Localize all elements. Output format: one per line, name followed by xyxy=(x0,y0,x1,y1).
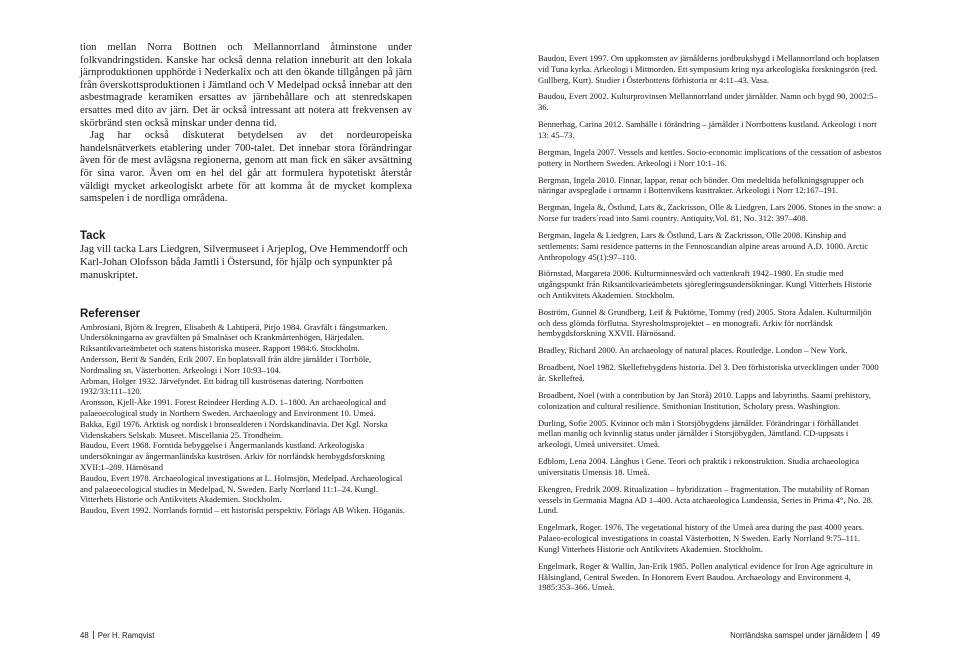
left-column xyxy=(80,42,412,516)
reference-entry: Bakka, Egil 1976. Arktisk og nordisk i bronsealderen i Nordskandinavia. Det Kgl. Norska Videnskabers Selskab. Museet. Miscellania 25. Trondheim. xyxy=(80,418,388,440)
reference-entry: Bradley, Richard 2000. An archaeology of natural places. Routledge. London – New York. xyxy=(538,345,848,356)
acknowledgements-text: Jag vill tacka Lars Liedgren, Silvermuseet i Arjeplog, Ove Hemmendorff och Karl-Johan Olofsson båda Jamtli i Östersund, för hjälp och synpunkter på manuskriptet. xyxy=(80,244,408,281)
reference-entry: Arbman, Holger 1932. Järvefyndet. Ett bidrag till kuströsenas datering. Norrbotten 1932/33:111–120. xyxy=(80,375,364,397)
footer-author: Per H. Ramqvist xyxy=(97,631,155,640)
reference-entry: Aronsson, Kjell-Åke 1991. Forest Reindeer Herding A.D. 1–1800. An archaeological and palaeoecological study in Northern Sweden. Archaeology and Environment 10. Umeå. xyxy=(80,397,386,419)
reference-entry: Baudou, Evert 1997. Om uppkomsten av järnålderns jordbruksbygd i Mellannorrland och boplatsen vid Tuna kyrka. Arkeologi i Mittnorden. Ett symposium kring nya arkeologiska forskningsrön (red. Gullberg, Kurt). Studier i Österbottens förhistoria nr 4:11–43. Vasa. xyxy=(538,53,880,85)
reference-entry: Ekengren, Fredrik 2009. Ritualization – hybridization – fragmentation. The mutability of Roman vessels in Germania Magna AD 1–400. Acta atchaeologica Lundensia, Series in Prima 4°, No. 28. Lund. xyxy=(538,483,874,516)
reference-entry: Bergman, Ingela &, Östlund, Lars &, Zackrisson, Olle & Liedgren, Lars 2006. Stones in the snow: a Norse fur traders´road into Sami country. Antiquity,Vol. 81, No. 312: 397–408. xyxy=(538,202,882,224)
right-column xyxy=(538,53,882,599)
right-page xyxy=(480,0,960,670)
reference-entry: Broadbent, Noel 1982. Skelleftebygdens historia. Del 3. Den förhistoriska utvecklingen under 7000 år. Skellefteå. xyxy=(538,362,879,384)
reference-entry: Boström, Gunnel & Grundberg, Leif & Puktörne, Tommy (red) 2005. Stora Ådalen. Kulturmiljön och dess glömda förflutna. Styresholmsprojektet – en monografi. Arkiv för norrländsk hembygdsforskning XXVII. Härnösand. xyxy=(538,306,872,339)
reference-entry: Bergman, Ingela & Liedgren, Lars & Östlund, Lars & Zackrisson, Olle 2008. Kinship and settlements: Sami residence patterns in the Fennoscandian alpine areas around A.D. 1000. Arctic Anthropology 45(1):97–110. xyxy=(538,229,869,262)
reference-entry: Biörnstad, Margareta 2006. Kulturminnesvård och vattenkraft 1942–1980. En studie med utgångspunkt från Riksantikvarieämbetets sjöregleringsundersökningar. Kungl Vitterhets Historie och Antikvitets Akademien. Stockholm. xyxy=(538,268,872,300)
running-title: Norrländska samspel under järnåldern xyxy=(730,631,863,640)
footer-divider xyxy=(93,631,94,639)
reference-entry: Durling, Sofie 2005. Kvinnor och män i Storsjöbygdens järnålder. Förändringar i förhållandet mellan manlig och kvinnlig status under järnålder i Storsjöbygden, Jämtland. CD-uppsats i arkeologi, Umeå universitet. Umeå. xyxy=(538,417,859,450)
page-number: 48 xyxy=(80,631,89,640)
reference-entry: Broadbent, Noel (with a contribution by Jan Storå) 2010. Lapps and labyrinths. Saami prehistory, colonization and cultural resilience. Smithonian Institution, Scholary press. Washington. xyxy=(538,389,871,411)
reference-entry: Bergman, Ingela 2010. Finnar, lappar, renar och bönder. Om medeltida befolkningsgrupper och näringar avspeglade i ortnamn i Bottenvikens kusttrakter. Arkeologi i Norr 12:167–191. xyxy=(538,174,864,196)
reference-entry: Ambrosiani, Björn & Iregren, Elisabeth & Lahtiperä, Pirjo 1984. Gravfält i fångstmarken. Undersökningarna av gravfälten på Smalnäset och Krankmårtenhögen, Härjedalen. Riksantikvarieämbetet och statens historiska museer. Rapport 1984:6. Stockholm. xyxy=(80,321,388,354)
body-paragraph: tion mellan Norra Bottnen och Mellannorrland åtminstone under folkvandringstiden. Kanske har också denna relation inneburit att den lokala järnproduktionen upphörde i Nederkalix och att den ökande tillgången på järn från överskottsproduktionen i Jämtland och V Medelpad också innebar att den asbestmagrade keramiken ersattes av järnbehållare och att stenredskapen ersattes med dito av järn. Det är också intressant att notera att frekvensen av skörbränd sten också minskar under denna tid. xyxy=(80,42,412,129)
right-footer xyxy=(730,631,880,640)
reference-entry: Engelmark, Roger. 1976. The vegetational history of the Umeå area during the past 4000 years. Palaeo-ecological investigations in coastal Västerbotten, N Sweden. Early Norrland 9:75–111. Kungl Vitterhets Historie och Antikvitets Akademien. Stockholm. xyxy=(538,522,864,554)
acknowledgements-heading: Tack xyxy=(80,229,106,242)
reference-entry: Baudou, Evert 2002. Kulturprovinsen Mellannorrland under järnålder. Namn och bygd 90, 2002:5–36. xyxy=(538,91,878,113)
footer-divider xyxy=(866,631,867,639)
reference-entry: Baudou, Evert 1978. Archaeological investigations at L. Holmsjön, Medelpad. Archaeological and palaeoecological studies in Medelpad, N. Sweden. Early Norrland 11:1–24. Kungl. Vitterhets Historie och Antikvitets Akademien. Stockholm. xyxy=(80,472,403,505)
reference-entry: Baudou, Evert 1968. Forntida bebyggelse i Ångermanlands kustland. Arkeologiska undersökningar av ångermanländska kuströsen. Arkiv för norrländsk hembygdsforskning XVII:1–209. Härnösand xyxy=(80,440,385,473)
references-heading: Referenser xyxy=(80,308,141,321)
reference-entry: Bennerhag, Carina 2012. Samhälle i förändring – järnålder i Norrbottens kustland. Arkeologi i norr 13: 45–73. xyxy=(538,119,877,140)
reference-entry: Engelmark, Roger & Wallin, Jan-Erik 1985. Pollen analytical evidence for Iron Age agriculture in Hälsingland, Central Sweden. In Honorem Evert Baudou. Archaeology and Environment 4, 1985:353–366. Umeå. xyxy=(538,560,873,593)
reference-entry: Bergman, Ingela 2007. Vessels and kettles. Socio-economic implications of the cessation of asbestos pottery in Northern Sweden. Arkeologi i Norr 10:1–16. xyxy=(538,146,882,168)
body-paragraph: Jag har också diskuterat betydelsen av det nordeuropeiska handelsnätverkets etablering under 700-talet. Det innebar stora förändringar även för de mest avlägsna regionerna, genom att man fick en säker avsättning för sina varor. Även om en hel del går att formulera hypotetiskt återstår väldigt mycket arkeologiskt arbete för att komma åt de mycket komplexa samspelen i de nordliga områdena. xyxy=(80,130,412,205)
reference-entry: Baudou, Evert 1992. Norrlands forntid – ett historiskt perspektiv. Förlags AB Wiken. Höganäs. xyxy=(80,505,405,516)
left-footer xyxy=(80,631,154,640)
reference-entry: Andersson, Berit & Sandén, Erik 2007. En boplatsvall från äldre järnålder i Torrböle, Nordmaling sn, Västerbotten. Arkeologi i Norr 10:93–104. xyxy=(80,354,372,375)
page-number: 49 xyxy=(871,631,880,640)
reference-entry: Edblom, Lena 2004. Långhus i Gene. Teori och praktik i rekonstruktion. Studia archaeologica universitatis Umensis 18. Umeå. xyxy=(538,456,860,477)
reference-list-left xyxy=(80,322,412,516)
